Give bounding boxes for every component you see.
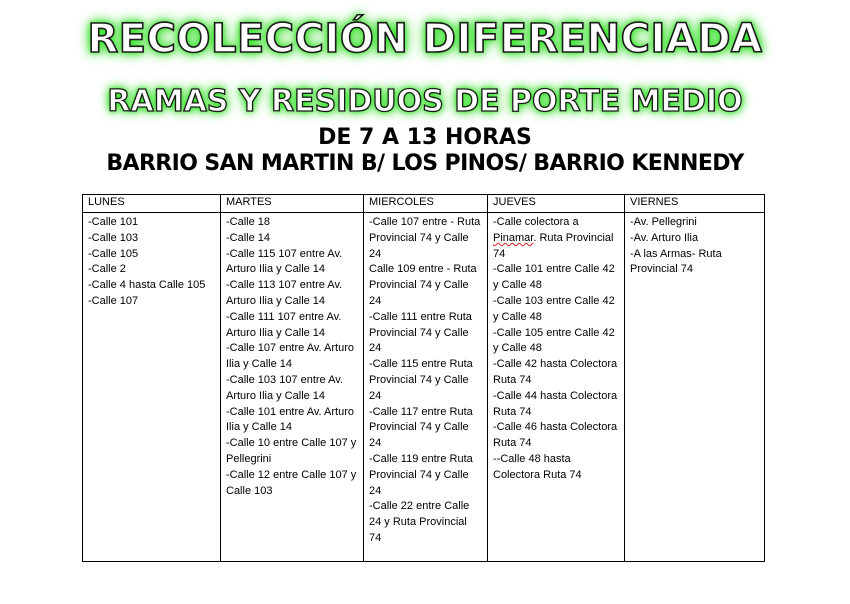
street-item: -Calle 117 entre Ruta Provincial 74 y Calle 24 — [369, 405, 473, 450]
street-item: --Calle 48 hasta Colectora Ruta 74 — [493, 452, 582, 481]
street-item: -A las Armas- Ruta Provincial 74 — [630, 247, 722, 276]
schedule-body-row — [83, 213, 765, 562]
street-item: -Calle 12 entre Calle 107 y Calle 103 — [226, 468, 357, 497]
barrios-heading: BARRIO SAN MARTIN B/ LOS PINOS/ BARRIO KENNEDY — [106, 151, 744, 176]
street-item: -Av. Arturo Ilia — [630, 231, 699, 244]
street-item: -Calle 107 entre - Ruta Provincial 74 y Calle 24 — [369, 216, 481, 260]
street-item: -Calle 103 — [88, 231, 139, 244]
header-jueves: JUEVES — [488, 195, 625, 213]
street-item: -Calle 105 entre Calle 42 y Calle 48 — [493, 326, 615, 355]
column-jueves — [488, 213, 625, 562]
subtitle: RAMAS Y RESIDUOS DE PORTE MEDIO — [107, 84, 743, 119]
street-item: -Calle 115 entre Ruta Provincial 74 y Calle 24 — [369, 358, 473, 402]
street-item: -Calle 44 hasta Colectora Ruta 74 — [493, 389, 618, 418]
main-title: RECOLECCIÓN DIFERENCIADA — [87, 16, 763, 62]
street-item: -Calle 18 — [226, 216, 271, 228]
header-martes: MARTES — [221, 195, 364, 213]
street-item: -Calle 42 hasta Colectora Ruta 74 — [493, 358, 618, 386]
header-viernes: VIERNES — [625, 195, 765, 213]
header-lunes: LUNES — [83, 195, 221, 213]
street-item: -Calle 119 entre Ruta Provincial 74 y Calle 24 — [369, 452, 473, 497]
street-item: -Calle 46 hasta Colectora Ruta 74 — [493, 421, 618, 450]
hours-heading: DE 7 A 13 HORAS — [318, 125, 532, 150]
column-viernes — [625, 213, 765, 562]
street-item: -Calle 105 — [88, 247, 139, 260]
street-text: . Ruta Provincial 74 — [493, 231, 614, 260]
street-item: -Calle 113 107 entre Av. Arturo Ilia y Calle 14 — [226, 279, 343, 307]
street-item: -Calle 4 hasta Calle 105 — [88, 279, 206, 292]
schedule-header-row — [83, 195, 765, 213]
street-item: -Calle 115 107 entre Av. Arturo Ilia y Calle 14 — [226, 247, 343, 276]
street-item: -Calle 10 entre Calle 107 y Pellegrini — [226, 437, 357, 465]
street-item: -Calle 107 — [88, 294, 139, 307]
street-item: -Calle 107 entre Av. Arturo Ilia y Calle 14 — [226, 342, 354, 371]
street-item: Calle 109 entre - Ruta Provincial 74 y Calle 24 — [369, 263, 477, 307]
street-item: -Calle 101 — [88, 216, 139, 228]
street-item: -Calle 101 entre Calle 42 y Calle 48 — [493, 263, 615, 292]
column-miercoles — [364, 213, 488, 562]
street-item: -Av. Pellegrini — [630, 216, 697, 228]
street-item: -Calle 14 — [226, 231, 271, 244]
street-item: -Calle 103 entre Calle 42 y Calle 48 — [493, 294, 615, 323]
column-martes — [221, 213, 364, 562]
street-text: -Calle colectora a — [493, 216, 579, 228]
street-item — [493, 215, 619, 262]
street-item: -Calle 111 entre Ruta Provincial 74 y Calle 24 — [369, 310, 472, 355]
street-item: -Calle 101 entre Av. Arturo Ilia y Calle 14 — [226, 405, 354, 434]
street-item: -Calle 22 entre Calle 24 y Ruta Provincial 74 — [369, 500, 470, 544]
column-lunes — [83, 213, 221, 562]
street-item: -Calle 2 — [88, 263, 126, 276]
spellcheck-word: Pinamar — [493, 231, 534, 244]
street-item: -Calle 111 107 entre Av. Arturo Ilia y Calle 14 — [226, 310, 342, 339]
schedule-table — [82, 194, 765, 562]
street-item: -Calle 103 107 entre Av. Arturo Ilia y Calle 14 — [226, 373, 344, 402]
header-miercoles: MIERCOLES — [364, 195, 488, 213]
